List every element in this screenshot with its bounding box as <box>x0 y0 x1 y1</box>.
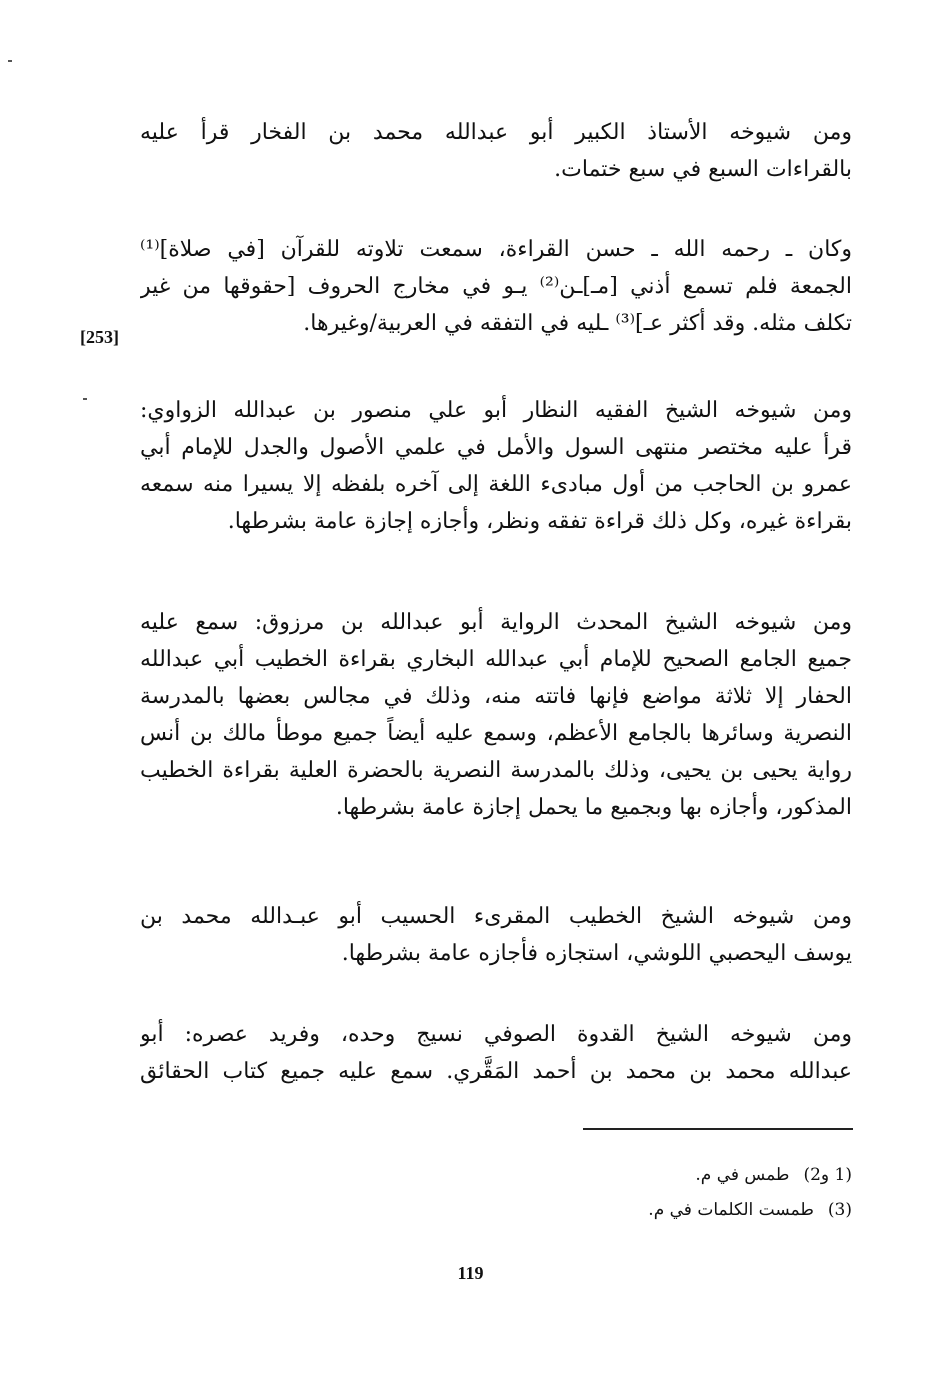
page-number: 119 <box>457 1263 484 1283</box>
paragraph-line: يوسف اليحصبي اللوشي، استجازه فأجازه عامة بشرطها. <box>341 941 852 966</box>
paragraph-line: عمرو بن الحاجب من أول مبادىء اللغة إلى آخره بلفظه إلا يسيرا منه سمعه <box>140 472 852 497</box>
paragraph-1 <box>140 114 852 188</box>
footnote-text: طمس في م. <box>695 1165 790 1185</box>
paragraph-2 <box>140 231 852 342</box>
paragraph-line: بقراءة غيره، وكل ذلك قراءة تفقه ونظر، وأجازه إجازة عامة بشرطها. <box>227 509 852 534</box>
footnote-divider <box>583 1128 853 1130</box>
paragraph-line: عبدالله محمد بن محمد بن أحمد المَقَّري. سمع عليه جميع كتاب الحقائق <box>140 1059 852 1084</box>
paragraph-line: قرأ عليه مختصر منتهى السول والأمل في علمي الأصول والجدل للإمام أبي <box>140 435 852 460</box>
paragraph-line: بالقراءات السبع في سبع ختمات. <box>554 157 852 182</box>
margin-page-reference: [253] <box>80 327 119 347</box>
paragraph-4 <box>140 604 852 826</box>
paragraph-line: ومن شيوخه الشيخ المحدث الرواية أبو عبدالله بن مرزوق: سمع عليه <box>140 610 852 635</box>
footnote-number: (1 و2) <box>803 1165 852 1185</box>
footnotes <box>500 1158 852 1228</box>
footnote-number: (3) <box>827 1200 852 1220</box>
paragraph-line: تكلف مثله. وقد أكثر عـ]⁽³⁾ ـليه في التفقه في العربية/وغيرها. <box>303 311 852 336</box>
scan-mark <box>8 60 12 62</box>
paragraph-line: جميع الجامع الصحيح للإمام أبي عبدالله البخاري بقراءة الخطيب أبي عبدالله <box>140 647 852 672</box>
paragraph-6 <box>140 1016 852 1090</box>
paragraph-line: النصرية وسائرها بالجامع الأعظم، وسمع عليه أيضاً جميع موطأ مالك بن أنس <box>140 721 852 746</box>
paragraph-line: رواية يحيى بن يحيى، وذلك بالمدرسة النصرية بالحضرة العلية بقراءة الخطيب <box>140 758 852 783</box>
paragraph-3 <box>140 392 852 540</box>
paragraph-line: ومن شيوخه الشيخ الخطيب المقرىء الحسيب أبو عبـدالله محمد بن <box>140 904 852 929</box>
scan-mark <box>83 398 87 400</box>
footnote <box>500 1158 852 1193</box>
footnote <box>500 1193 852 1228</box>
paragraph-5 <box>140 898 852 972</box>
footnote-text: طمست الكلمات في م. <box>648 1200 814 1220</box>
paragraph-line: الحفار إلا ثلاثة مواضع فإنها فاتته منه، وذلك في مجالس بعضها بالمدرسة <box>140 684 852 709</box>
paragraph-line: ومن شيوخه الشيخ القدوة الصوفي نسيج وحده، وفريد عصره: أبو <box>140 1022 852 1047</box>
paragraph-line: الجمعة فلم تسمع أذني [مـ]ـن⁽²⁾ يـو في مخارج الحروف [حقوقها من غير <box>140 274 852 299</box>
paragraph-line: ومن شيوخه الأستاذ الكبير أبو عبدالله محمد بن الفخار قرأ عليه <box>140 120 852 145</box>
paragraph-line: وكان ـ رحمه الله ـ حسن القراءة، سمعت تلاوته للقرآن [في صلاة]⁽¹⁾ <box>140 237 852 262</box>
paragraph-line: ومن شيوخه الشيخ الفقيه النظار أبو علي منصور بن عبدالله الزواوي: <box>140 398 852 423</box>
paragraph-line: المذكور، وأجازه بها وبجميع ما يحمل إجازة عامة بشرطها. <box>335 795 852 820</box>
